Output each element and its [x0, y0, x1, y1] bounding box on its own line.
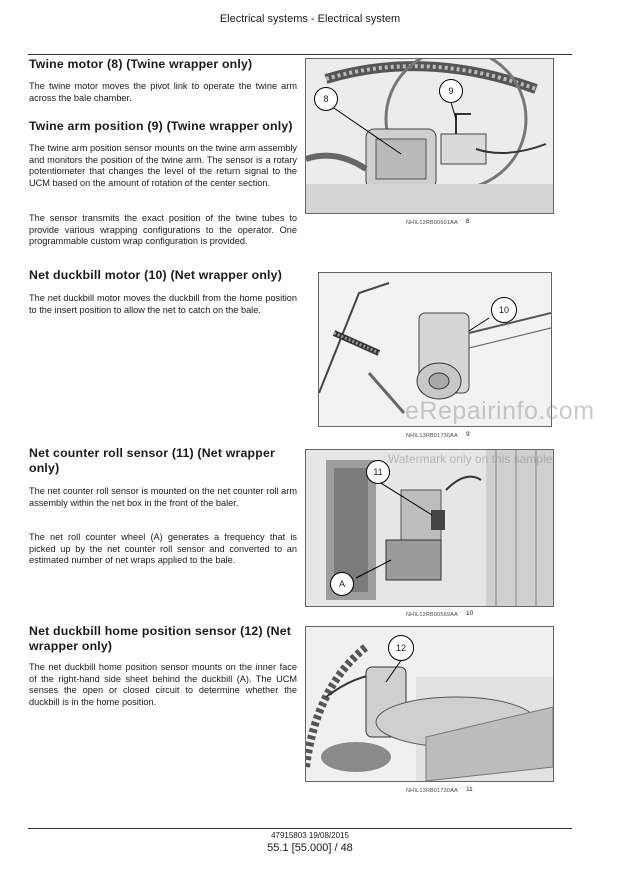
callout-12: 12	[388, 635, 414, 661]
watermark-site: eRepairinfo.com	[405, 397, 595, 425]
callout-8: 8	[314, 87, 338, 111]
figure-net-duckbill-home-sensor-illustration	[306, 627, 553, 781]
section-heading-twine-arm-position: Twine arm position (9) (Twine wrapper only)	[29, 119, 293, 133]
section-paragraph: The net counter roll sensor is mounted on the net counter roll arm assembly within the net box in the front of the baler.	[29, 486, 297, 508]
section-heading-net-duckbill-motor: Net duckbill motor (10) (Net wrapper only)	[29, 268, 282, 282]
figure-number: 11	[466, 786, 473, 793]
figure-number: 8	[466, 218, 470, 225]
callout-11: 11	[366, 460, 390, 484]
section-heading-net-counter-roll-sensor: Net counter roll sensor (11) (Net wrapper only)	[29, 446, 275, 475]
figure-number: 9	[466, 431, 470, 438]
figure-number: 10	[466, 610, 474, 617]
figure-twine-motor-illustration	[306, 59, 553, 213]
section-paragraph: The net duckbill motor moves the duckbill from the home position to the insert position to allow the net to catch on the bale.	[29, 293, 297, 315]
footer-page-number: 55.1 [55.000] / 48	[267, 842, 353, 854]
footer-doc-id: 47915803 19/08/2015	[271, 831, 349, 840]
figure-net-duckbill-home-sensor	[305, 626, 554, 782]
section-paragraph: The twine motor moves the pivot link to operate the twine arm across the bale chamber.	[29, 81, 297, 103]
watermark-note: Watermark only on this sample	[388, 452, 553, 466]
footer-rule	[28, 828, 572, 829]
figure-caption-code: NHIL12RB00569AA	[406, 612, 458, 618]
figure-caption-code: NHIL12RB00601AA	[406, 220, 458, 226]
figure-caption-code: NHIL13RB01730AA	[406, 433, 458, 439]
callout-10: 10	[491, 297, 517, 323]
callout-a: A	[330, 572, 354, 596]
section-paragraph: The net duckbill home position sensor mounts on the inner face of the right-hand side sheet behind the duckbill (A). The UCM senses the open or closed circuit to determine whether the duckbill is in the home position.	[29, 662, 297, 707]
section-heading-twine-motor: Twine motor (8) (Twine wrapper only)	[29, 57, 253, 71]
section-heading-net-duckbill-home-sensor: Net duckbill home position sensor (12) (Net wrapper only)	[29, 624, 292, 653]
callout-9: 9	[439, 79, 463, 103]
header-rule	[28, 54, 572, 55]
figure-net-counter-roll-sensor	[305, 449, 554, 607]
section-paragraph: The net roll counter wheel (A) generates a frequency that is picked up by the net counter roll sensor and converted to an estimated number of net wraps applied to the bale.	[29, 532, 297, 566]
figure-caption-code: NHIL13RB01730AA	[406, 788, 458, 794]
running-header: Electrical systems - Electrical system	[219, 13, 401, 25]
section-paragraph: The sensor transmits the exact position of the twine tubes to provide various wrapping configurations to the operator. One programmable custom wrap configuration is provided.	[29, 213, 297, 247]
figure-twine-motor	[305, 58, 554, 214]
section-paragraph: The twine arm position sensor mounts on the twine arm assembly and monitors the position of the twine arm. The sensor is a rotary potentiometer that changes the level of the return signal to the UCM based on the amount of rotation of the center section.	[29, 143, 297, 188]
